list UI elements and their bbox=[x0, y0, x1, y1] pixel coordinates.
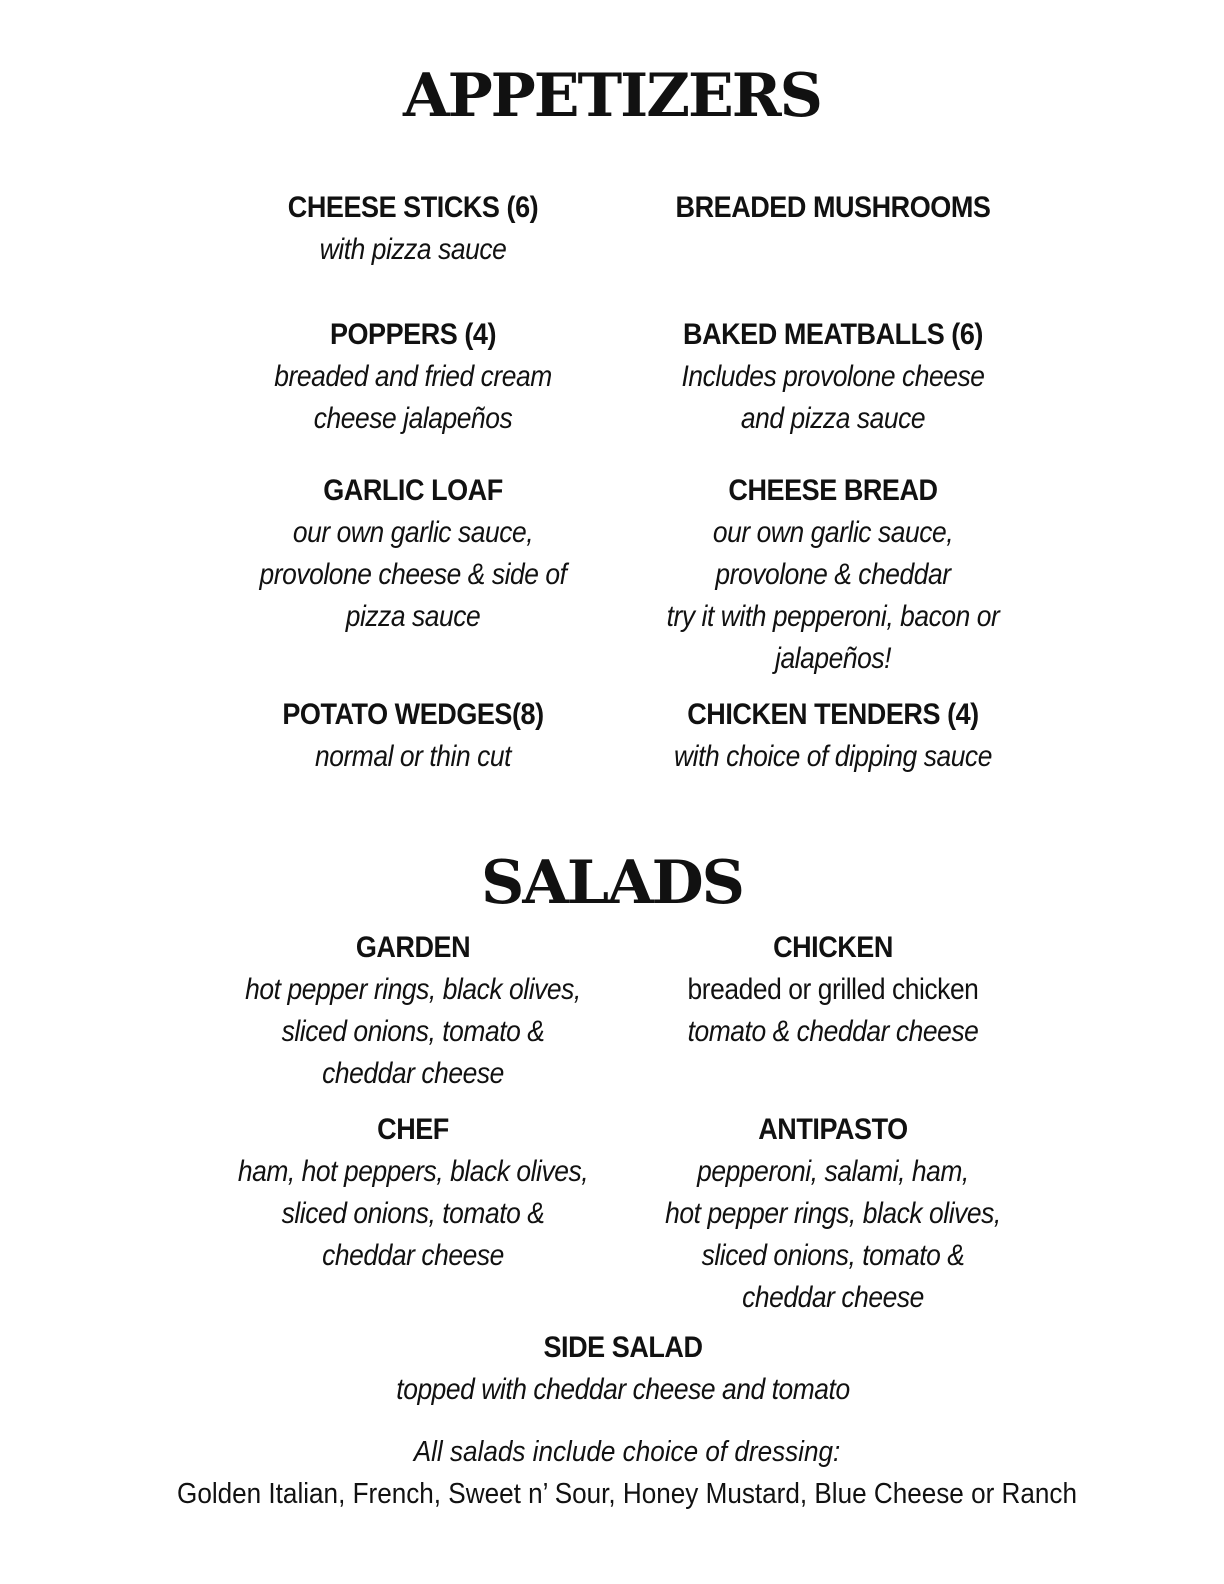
description-line: Includes provolone cheese bbox=[681, 360, 985, 393]
menu-item-breaded-mushrooms bbox=[613, 187, 1053, 229]
item-description bbox=[639, 356, 1026, 440]
description-line: breaded and fried cream bbox=[274, 360, 552, 393]
menu-item-potato-wedges bbox=[193, 694, 633, 778]
item-name: GARDEN bbox=[355, 931, 471, 964]
item-name: CHEF bbox=[377, 1113, 449, 1146]
description-line: hot pepper rings, black olives, bbox=[245, 973, 581, 1006]
item-description bbox=[219, 356, 606, 440]
description-line: try it with pepperoni, bacon or bbox=[666, 600, 1000, 633]
item-description bbox=[219, 1151, 606, 1277]
item-description bbox=[315, 1369, 931, 1411]
item-name: ANTIPASTO bbox=[758, 1113, 908, 1146]
item-name: BAKED MEATBALLS (6) bbox=[683, 318, 983, 351]
menu-item-chef-salad bbox=[193, 1109, 633, 1277]
description-line: topped with cheddar cheese and tomato bbox=[396, 1373, 850, 1406]
description-line: pepperoni, salami, ham, bbox=[697, 1155, 969, 1188]
dressing-note bbox=[63, 1431, 1192, 1515]
menu-item-chicken-salad bbox=[613, 927, 1053, 1053]
description-line: pizza sauce bbox=[345, 600, 481, 633]
item-description bbox=[219, 969, 606, 1095]
description-line: with choice of dipping sauce bbox=[674, 740, 992, 773]
item-description bbox=[639, 969, 1026, 1053]
menu-item-garlic-loaf bbox=[193, 470, 633, 638]
dressing-note-lead: All salads include choice of dressing: bbox=[413, 1436, 841, 1468]
menu-item-cheese-bread bbox=[613, 470, 1053, 680]
description-line: hot pepper rings, black olives, bbox=[665, 1197, 1001, 1230]
item-name: CHICKEN TENDERS (4) bbox=[687, 698, 979, 731]
item-name: POTATO WEDGES(8) bbox=[282, 698, 544, 731]
description-line: sliced onions, tomato & bbox=[281, 1197, 545, 1230]
description-line: our own garlic sauce, bbox=[712, 516, 954, 549]
description-line: sliced onions, tomato & bbox=[281, 1015, 545, 1048]
item-description bbox=[639, 512, 1026, 680]
menu-item-chicken-tenders bbox=[613, 694, 1053, 778]
description-line: and pizza sauce bbox=[740, 402, 926, 435]
item-description bbox=[219, 736, 606, 778]
item-name: POPPERS (4) bbox=[329, 318, 497, 351]
item-description bbox=[639, 1151, 1026, 1319]
description-line: ham, hot peppers, black olives, bbox=[237, 1155, 589, 1188]
menu-item-antipasto-salad bbox=[613, 1109, 1053, 1319]
description-line: breaded or grilled chicken bbox=[687, 973, 979, 1006]
item-name: CHEESE BREAD bbox=[728, 474, 938, 507]
description-line: cheddar cheese bbox=[322, 1239, 504, 1272]
menu-item-garden-salad bbox=[193, 927, 633, 1095]
description-line: cheese jalapeños bbox=[313, 402, 513, 435]
description-line: jalapeños! bbox=[775, 642, 891, 675]
description-line: provolone cheese & side of bbox=[259, 558, 567, 591]
item-name: CHICKEN bbox=[773, 931, 893, 964]
description-line: sliced onions, tomato & bbox=[701, 1239, 965, 1272]
item-name: GARLIC LOAF bbox=[323, 474, 503, 507]
item-description bbox=[219, 229, 606, 271]
description-line: our own garlic sauce, bbox=[292, 516, 534, 549]
item-name: CHEESE STICKS (6) bbox=[287, 191, 539, 224]
description-line: cheddar cheese bbox=[742, 1281, 924, 1314]
description-line: with pizza sauce bbox=[319, 233, 507, 266]
description-line: tomato & cheddar cheese bbox=[687, 1015, 979, 1048]
dressing-list: Golden Italian, French, Sweet n’ Sour, Honey Mustard, Blue Cheese or Ranch bbox=[177, 1478, 1077, 1510]
menu-item-baked-meatballs bbox=[613, 314, 1053, 440]
description-line: cheddar cheese bbox=[322, 1057, 504, 1090]
menu-item-side-salad bbox=[273, 1327, 973, 1411]
description-line: provolone & cheddar bbox=[715, 558, 951, 591]
item-name: BREADED MUSHROOMS bbox=[675, 191, 991, 224]
item-description bbox=[639, 736, 1026, 778]
menu-item-cheese-sticks bbox=[193, 187, 633, 271]
menu-item-poppers bbox=[193, 314, 633, 440]
salads-title: SALADS bbox=[481, 848, 743, 918]
item-name: SIDE SALAD bbox=[543, 1331, 703, 1364]
appetizers-title: APPETIZERS bbox=[403, 61, 821, 131]
item-description bbox=[219, 512, 606, 638]
description-line: normal or thin cut bbox=[314, 740, 512, 773]
